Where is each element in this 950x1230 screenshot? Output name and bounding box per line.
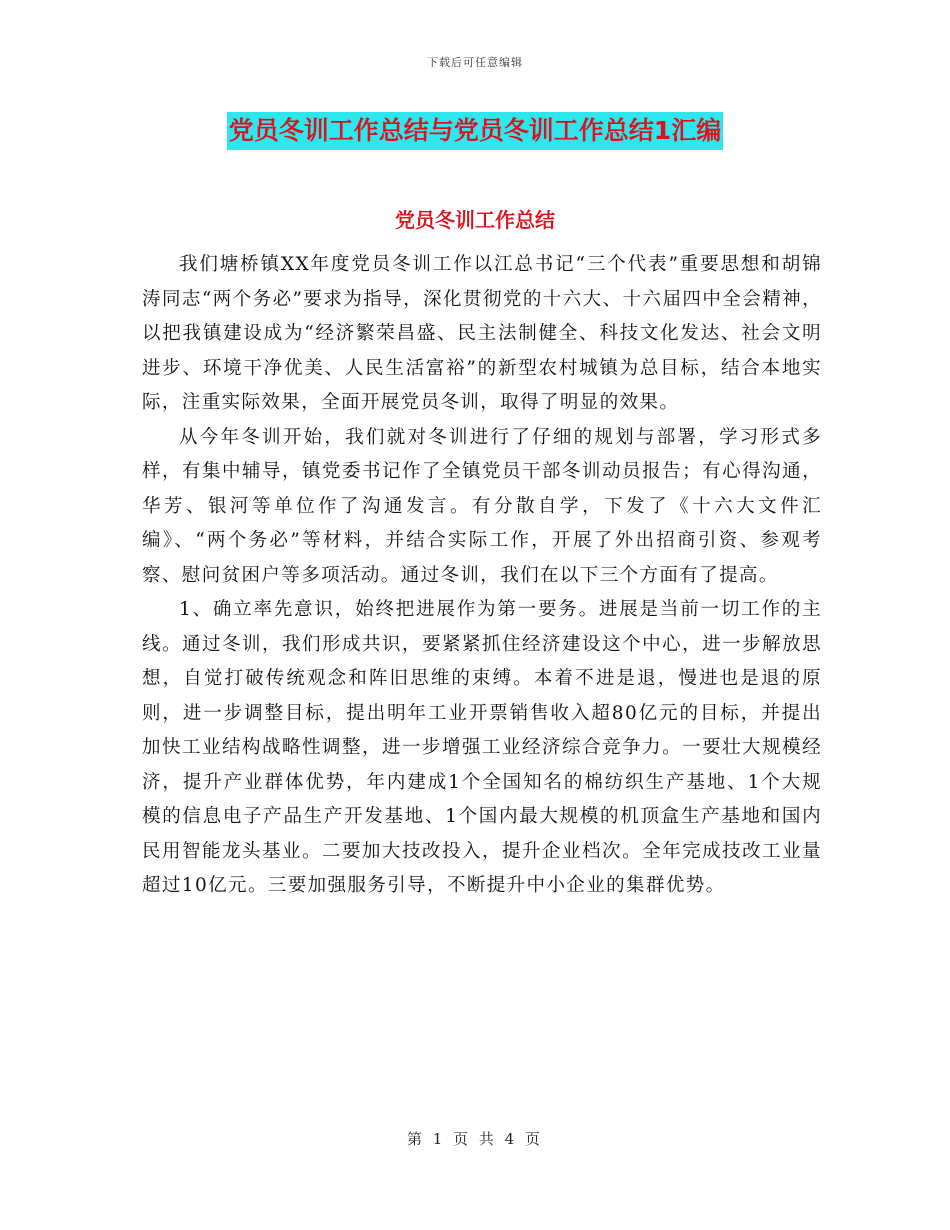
document-body: [142, 248, 822, 904]
body-paragraph: 我们塘桥镇XX年度党员冬训工作以江总书记“三个代表”重要思想和胡锦涛同志“两个务必”要求为指导，深化贯彻党的十六大、十六届四中全会精神，以把我镇建设成为“经济繁荣昌盛、民主法制健全、科技文化发达、社会文明进步、环境干净优美、人民生活富裕”的新型农村城镇为总目标，结合本地实际，注重实际效果，全面开展党员冬训，取得了明显的效果。: [142, 254, 822, 413]
body-paragraph: 从今年冬训开始，我们就对冬训进行了仔细的规划与部署，学习形式多样，有集中辅导，镇党委书记作了全镇党员干部冬训动员报告；有心得沟通，华芳、银河等单位作了沟通发言。有分散自学，下发了《十六大文件汇编》、“两个务必”等材料，并结合实际工作，开展了外出招商引资、参观考察、慰问贫困户等多项活动。通过冬训，我们在以下三个方面有了提高。: [142, 426, 822, 586]
document-title-text: 党员冬训工作总结与党员冬训工作总结1汇编: [227, 112, 723, 150]
section-title: 党员冬训工作总结: [395, 208, 555, 232]
page-header-note: 下载后可任意编辑: [427, 56, 523, 69]
body-paragraph: 1、确立率先意识，始终把进展作为第一要务。进展是当前一切工作的主线。通过冬训，我们形成共识，要紧紧抓住经济建设这个中心，进一步解放思想，自觉打破传统观念和阵旧思维的束缚。本着不进是退，慢进也是退的原则，进一步调整目标，提出明年工业开票销售收入超80亿元的目标，并提出加快工业结构战略性调整，进一步增强工业经济综合竞争力。一要壮大规模经济，提升产业群体优势，年内建成1个全国知名的棉纺织生产基地、1个大规模的信息电子产品生产开发基地、1个国内最大规模的机顶盒生产基地和国内民用智能龙头基业。二要加大技改投入，提升企业档次。全年完成技改工业量超过10亿元。三要加强服务引导，不断提升中小企业的集群优势。: [142, 599, 822, 896]
page-number-footer: 第 1 页 共 4 页: [407, 1130, 543, 1148]
document-title: [0, 112, 950, 150]
